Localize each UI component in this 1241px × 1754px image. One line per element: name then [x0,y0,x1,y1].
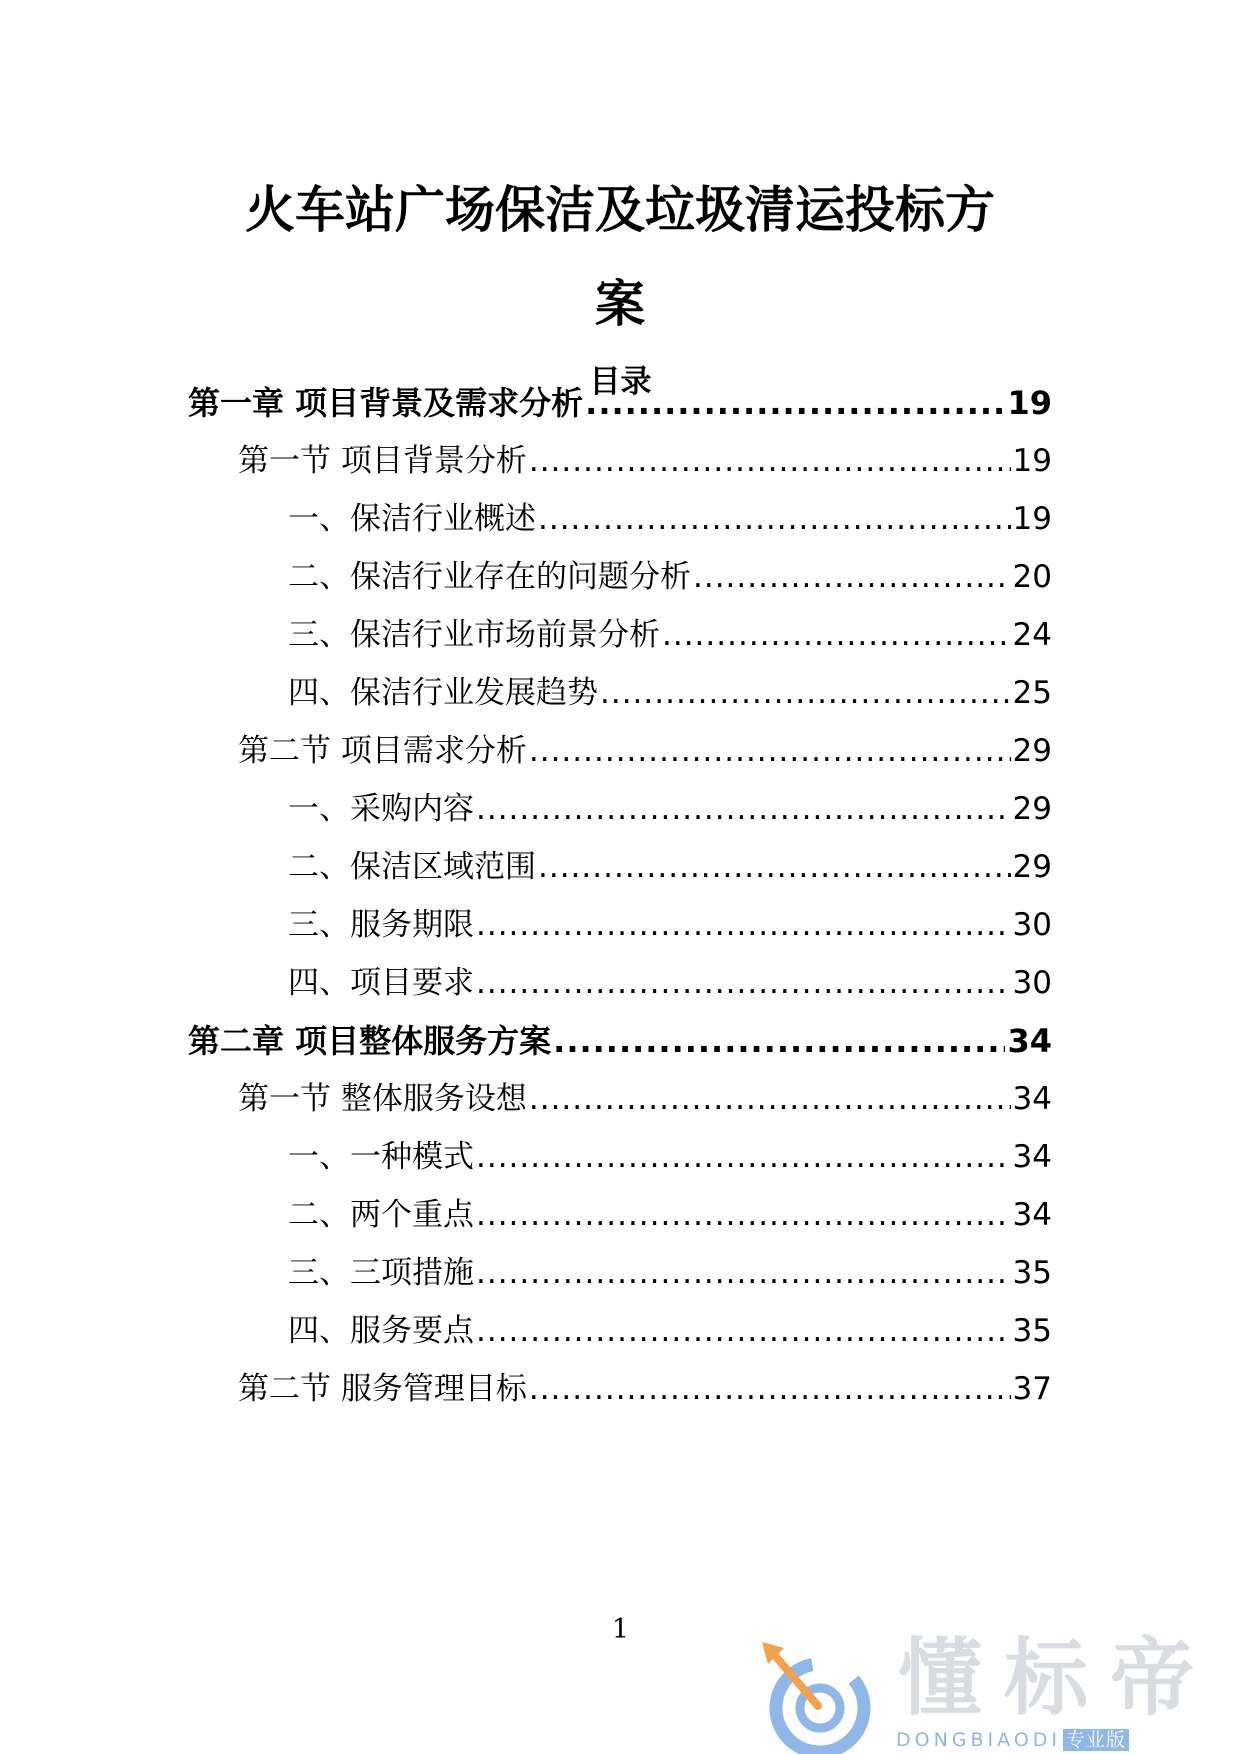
toc-entry[interactable] [288,555,1052,599]
watermark-subtitle [896,1726,1129,1754]
toc-entry[interactable] [188,1019,1052,1063]
toc-entry-page-number: 29 [1012,791,1052,827]
watermark-subtitle-text: DONGBIAODI [896,1729,1062,1751]
toc-entry-label: 第一章 项目背景及需求分析 [188,384,584,422]
watermark-edition: 专业版 [1063,1729,1129,1751]
toc-entry-page-number: 30 [1012,907,1052,943]
toc-entry-page-number: 34 [1012,1139,1052,1175]
toc-entry-page-number: 20 [1012,559,1052,595]
toc-dot-leader [476,1251,1011,1295]
toc-entry-page-number: 35 [1012,1255,1052,1291]
toc-entry-label: 一、保洁行业概述 [288,501,536,537]
toc-entry-label: 第二章 项目整体服务方案 [188,1022,552,1060]
document-title-line-2: 案 [595,275,645,333]
toc-dot-leader [529,1367,1011,1411]
toc-entry-page-number: 24 [1012,617,1052,653]
toc-entry[interactable] [288,671,1052,715]
toc-entry-page-number: 19 [1012,443,1052,479]
toc-entry-page-number: 19 [1012,501,1052,537]
toc-entry[interactable] [238,729,1052,773]
toc-entry-page-number: 35 [1012,1313,1052,1349]
toc-dot-leader [476,1193,1011,1237]
toc-heading: 目录 [589,364,652,400]
target-logo-icon [748,1630,898,1754]
toc-entry-label: 二、保洁行业存在的问题分析 [288,559,691,595]
toc-entry[interactable] [238,1367,1052,1411]
toc-dot-leader [476,787,1011,831]
toc-entry[interactable] [238,439,1052,483]
toc-entry-label: 第二节 项目需求分析 [238,733,527,769]
toc-dot-leader [553,1019,1005,1063]
toc-entry-label: 二、保洁区域范围 [288,849,536,885]
toc-entry-label: 一、采购内容 [288,791,474,827]
toc-entry-label: 第一节 项目背景分析 [238,443,527,479]
toc-dot-leader [662,613,1011,657]
toc-entry[interactable] [288,961,1052,1005]
toc-entry[interactable] [288,1251,1052,1295]
toc-dot-leader [476,903,1011,947]
toc-dot-leader [585,381,1005,425]
toc-dot-leader [693,555,1011,599]
toc-dot-leader [529,1077,1011,1121]
toc-entry[interactable] [288,497,1052,541]
toc-entry-page-number: 29 [1012,733,1052,769]
toc-entry-page-number: 25 [1012,675,1052,711]
toc-dot-leader [529,729,1011,773]
toc-entry-label: 三、三项措施 [288,1255,474,1291]
toc-entry-page-number: 37 [1012,1371,1052,1407]
toc-entry-label: 一、一种模式 [288,1139,474,1175]
watermark-logo [748,1630,1228,1754]
toc-entry-page-number: 34 [1012,1081,1052,1117]
toc-dot-leader [476,1135,1011,1179]
toc-entry-page-number: 34 [1007,1022,1052,1060]
toc-dot-leader [476,961,1011,1005]
toc-entry[interactable] [188,381,1052,425]
toc-entry-page-number: 34 [1012,1197,1052,1233]
toc-entry-label: 第二节 服务管理目标 [238,1371,527,1407]
page-number: 1 [611,1614,630,1645]
toc-entry[interactable] [288,1135,1052,1179]
toc-entry-page-number: 30 [1012,965,1052,1001]
toc-entry-label: 四、保洁行业发展趋势 [288,675,598,711]
toc-entry-page-number: 19 [1007,384,1052,422]
toc-entry-label: 三、保洁行业市场前景分析 [288,617,660,653]
toc-entry-label: 二、两个重点 [288,1197,474,1233]
watermark-brand: 懂标帝 [898,1629,1217,1727]
toc-dot-leader [538,497,1011,541]
toc-entry[interactable] [288,845,1052,889]
toc-dot-leader [529,439,1011,483]
toc-entry[interactable] [288,787,1052,831]
toc-dot-leader [538,845,1011,889]
toc-entry-label: 三、服务期限 [288,907,474,943]
document-title-line-1: 火车站广场保洁及垃圾清运投标方 [245,181,995,239]
toc-entry-label: 四、服务要点 [288,1313,474,1349]
toc-entry[interactable] [288,613,1052,657]
toc-entry[interactable] [288,1193,1052,1237]
toc-dot-leader [476,1309,1011,1353]
toc-entry-label: 四、项目要求 [288,965,474,1001]
toc-entry[interactable] [238,1077,1052,1121]
toc-entry-label: 第一节 整体服务设想 [238,1081,527,1117]
toc-entry[interactable] [288,903,1052,947]
toc-entry[interactable] [288,1309,1052,1353]
toc-entry-page-number: 29 [1012,849,1052,885]
toc-dot-leader [600,671,1011,715]
